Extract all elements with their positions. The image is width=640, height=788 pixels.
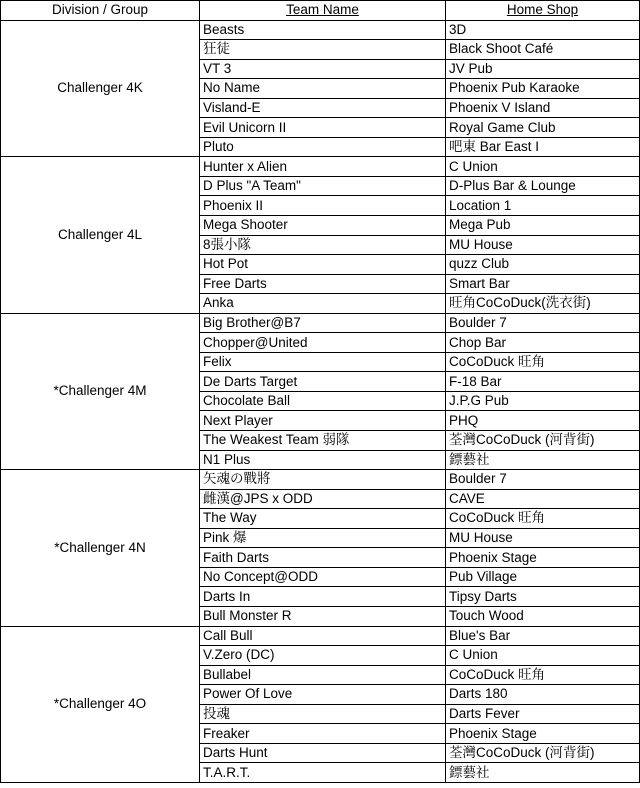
home-shop-cell: 旺角CoCoDuck(洗衣街) xyxy=(446,294,640,314)
home-shop-cell: Phoenix V Island xyxy=(446,98,640,118)
team-name-cell: Felix xyxy=(200,352,446,372)
team-name-cell: 雌漢@JPS x ODD xyxy=(200,489,446,509)
team-name-cell: Bull Monster R xyxy=(200,606,446,626)
home-shop-cell: PHQ xyxy=(446,411,640,431)
home-shop-cell: Mega Pub xyxy=(446,216,640,236)
team-name-cell: Power Of Love xyxy=(200,685,446,705)
home-shop-cell: J.P.G Pub xyxy=(446,391,640,411)
home-shop-cell: Smart Bar xyxy=(446,274,640,294)
team-name-cell: No Name xyxy=(200,79,446,99)
home-shop-cell: Phoenix Stage xyxy=(446,548,640,568)
home-shop-cell: Location 1 xyxy=(446,196,640,216)
home-shop-cell: Tipsy Darts xyxy=(446,587,640,607)
team-name-cell: 8張小隊 xyxy=(200,235,446,255)
home-shop-cell: 鏢藝社 xyxy=(446,450,640,470)
table-row xyxy=(1,20,640,40)
home-shop-cell: Boulder 7 xyxy=(446,470,640,490)
home-shop-cell: Royal Game Club xyxy=(446,118,640,138)
team-name-cell: Chocolate Ball xyxy=(200,391,446,411)
team-name-cell: 狂徒 xyxy=(200,40,446,60)
team-name-cell: Evil Unicorn II xyxy=(200,118,446,138)
home-shop-cell: C Union xyxy=(446,646,640,666)
team-name-cell: Anka xyxy=(200,294,446,314)
table-row xyxy=(1,313,640,333)
home-shop-cell: CoCoDuck 旺角 xyxy=(446,352,640,372)
team-name-cell: Big Brother@B7 xyxy=(200,313,446,333)
team-name-cell: No Concept@ODD xyxy=(200,567,446,587)
division-group-cell: Challenger 4L xyxy=(1,157,200,313)
division-group-cell: *Challenger 4M xyxy=(1,313,200,469)
division-header: Division / Group xyxy=(1,1,200,21)
team-name-cell: The Weakest Team 弱隊 xyxy=(200,431,446,451)
header-row xyxy=(1,1,640,21)
team-name-cell: Darts In xyxy=(200,587,446,607)
team-name-cell: The Way xyxy=(200,509,446,529)
home-shop-cell: 吧東 Bar East I xyxy=(446,137,640,157)
home-shop-cell: 荃灣CoCoDuck (河背街) xyxy=(446,431,640,451)
team-name-cell: Next Player xyxy=(200,411,446,431)
team-name-cell: Chopper@United xyxy=(200,333,446,353)
team-name-cell: De Darts Target xyxy=(200,372,446,392)
team-name-cell: Hunter x Alien xyxy=(200,157,446,177)
home-shop-cell: CoCoDuck 旺角 xyxy=(446,665,640,685)
team-name-cell: Beasts xyxy=(200,20,446,40)
home-shop-header: Home Shop xyxy=(446,1,640,21)
team-name-cell: V.Zero (DC) xyxy=(200,646,446,666)
division-group-cell: *Challenger 4N xyxy=(1,470,200,626)
home-shop-cell: Darts 180 xyxy=(446,685,640,705)
team-name-cell: Darts Hunt xyxy=(200,743,446,763)
roster-body xyxy=(1,20,640,782)
home-shop-cell: Touch Wood xyxy=(446,606,640,626)
team-name-cell: Free Darts xyxy=(200,274,446,294)
home-shop-cell: 荃灣CoCoDuck (河背街) xyxy=(446,743,640,763)
home-shop-cell: CAVE xyxy=(446,489,640,509)
home-shop-cell: Darts Fever xyxy=(446,704,640,724)
team-name-cell: 投魂 xyxy=(200,704,446,724)
home-shop-cell: Boulder 7 xyxy=(446,313,640,333)
team-name-cell: T.A.R.T. xyxy=(200,763,446,783)
team-name-cell: VT 3 xyxy=(200,59,446,79)
home-shop-cell: JV Pub xyxy=(446,59,640,79)
home-shop-cell: 鏢藝社 xyxy=(446,763,640,783)
home-shop-cell: 3D xyxy=(446,20,640,40)
team-name-cell: 矢魂の戰將 xyxy=(200,470,446,490)
team-name-cell: Phoenix II xyxy=(200,196,446,216)
home-shop-cell: Phoenix Stage xyxy=(446,724,640,744)
team-name-cell: Visland-E xyxy=(200,98,446,118)
table-row xyxy=(1,470,640,490)
division-group-cell: Challenger 4K xyxy=(1,20,200,157)
home-shop-cell: MU House xyxy=(446,235,640,255)
home-shop-cell: MU House xyxy=(446,528,640,548)
team-name-cell: Bullabel xyxy=(200,665,446,685)
table-row xyxy=(1,157,640,177)
team-name-cell: Call Bull xyxy=(200,626,446,646)
home-shop-cell: CoCoDuck 旺角 xyxy=(446,509,640,529)
home-shop-cell: D-Plus Bar & Lounge xyxy=(446,176,640,196)
home-shop-cell: Phoenix Pub Karaoke xyxy=(446,79,640,99)
division-group-cell: *Challenger 4O xyxy=(1,626,200,782)
home-shop-cell: quzz Club xyxy=(446,255,640,275)
table-row xyxy=(1,626,640,646)
team-name-cell: Freaker xyxy=(200,724,446,744)
home-shop-cell: C Union xyxy=(446,157,640,177)
home-shop-cell: F-18 Bar xyxy=(446,372,640,392)
team-name-header: Team Name xyxy=(200,1,446,21)
team-name-cell: N1 Plus xyxy=(200,450,446,470)
home-shop-cell: Chop Bar xyxy=(446,333,640,353)
team-name-cell: Pluto xyxy=(200,137,446,157)
team-name-cell: Mega Shooter xyxy=(200,216,446,236)
team-name-cell: Faith Darts xyxy=(200,548,446,568)
team-name-cell: Pink 爆 xyxy=(200,528,446,548)
home-shop-cell: Pub Village xyxy=(446,567,640,587)
team-name-cell: Hot Pot xyxy=(200,255,446,275)
home-shop-cell: Blue's Bar xyxy=(446,626,640,646)
team-name-cell: D Plus "A Team" xyxy=(200,176,446,196)
home-shop-cell: Black Shoot Café xyxy=(446,40,640,60)
